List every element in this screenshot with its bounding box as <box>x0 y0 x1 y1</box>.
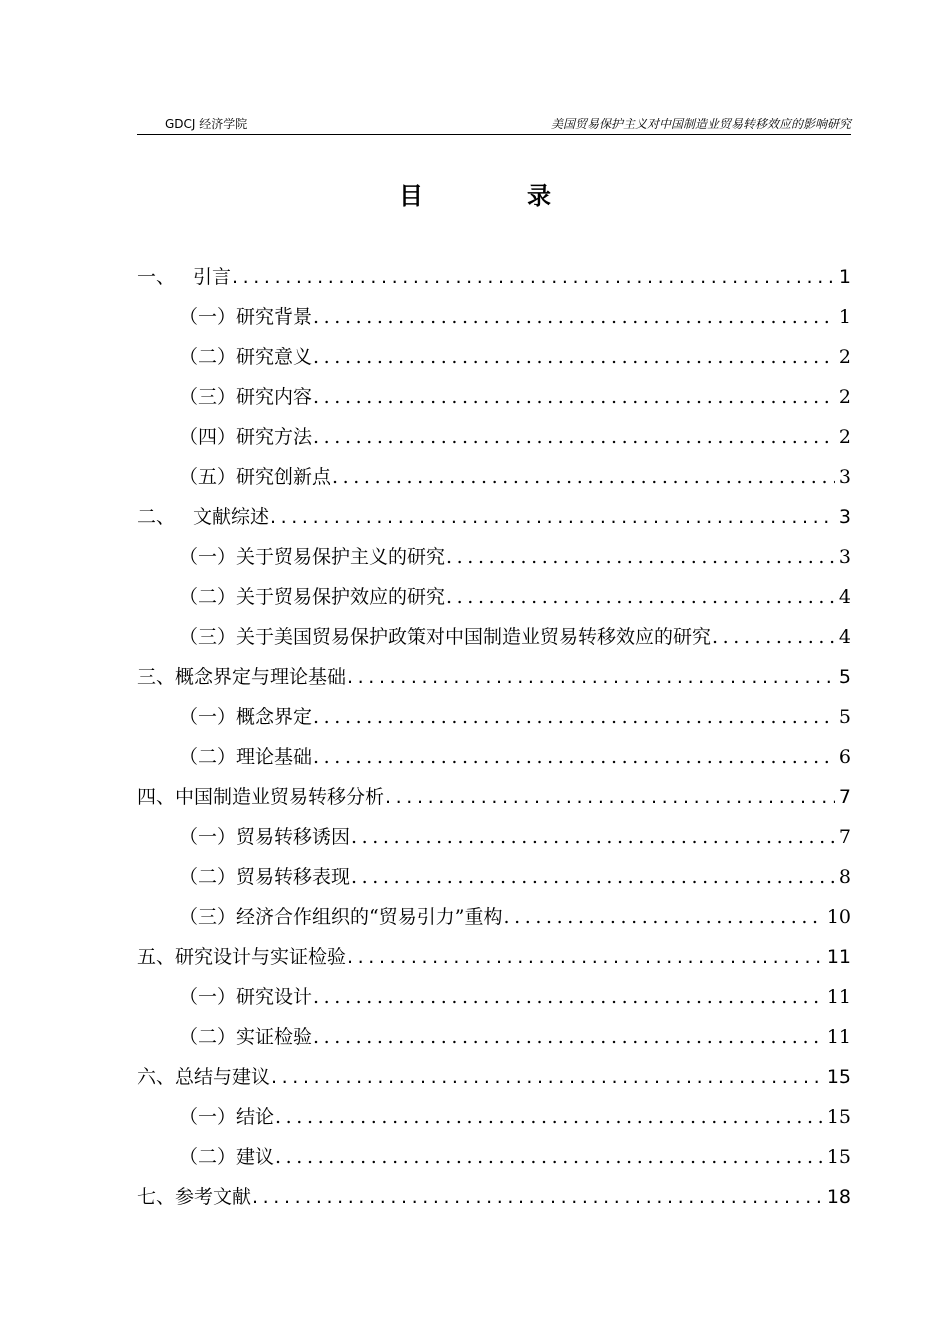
toc-heading-char-2: 录 <box>527 182 551 210</box>
toc-entry-page-number: 3 <box>838 466 851 488</box>
toc-dot-leader <box>271 1057 823 1097</box>
toc-entry-page-number: 11 <box>826 986 851 1008</box>
toc-dot-leader <box>351 857 835 897</box>
toc-chapter-entry[interactable] <box>137 657 851 697</box>
toc-dot-leader <box>385 777 835 817</box>
toc-section-entry[interactable] <box>137 857 851 897</box>
toc-chapter-entry[interactable] <box>137 257 851 297</box>
toc-entry-page-number: 7 <box>838 786 851 808</box>
toc-entry-label: 经济合作组织的“贸易引力”重构 <box>236 906 503 928</box>
toc-dot-leader <box>313 377 835 417</box>
toc-entry-number: 七、 <box>137 1186 176 1208</box>
toc-chapter-entry[interactable] <box>137 497 851 537</box>
toc-heading <box>0 180 950 212</box>
toc-dot-leader <box>503 897 822 937</box>
toc-dot-leader <box>347 937 823 977</box>
toc-entry-number: （二） <box>179 1146 237 1168</box>
toc-entry-page-number: 2 <box>838 386 851 408</box>
toc-dot-leader <box>446 577 835 617</box>
toc-section-entry[interactable] <box>137 377 851 417</box>
toc-entry-page-number: 3 <box>838 546 851 568</box>
toc-entry-number: （二） <box>179 746 237 768</box>
toc-entry-number: （三） <box>179 906 237 928</box>
toc-entry-label: 参考文献 <box>175 1186 252 1208</box>
toc-entry-number: （三） <box>179 626 237 648</box>
toc-section-entry[interactable] <box>137 577 851 617</box>
toc-dot-leader <box>313 1017 823 1057</box>
toc-entry-label: 关于贸易保护主义的研究 <box>236 546 446 568</box>
toc-entry-page-number: 2 <box>838 346 851 368</box>
toc-entry-label: 文献综述 <box>193 506 270 528</box>
toc-entry-page-number: 3 <box>838 506 851 528</box>
toc-dot-leader <box>270 497 835 537</box>
toc-entry-number: （二） <box>179 866 237 888</box>
toc-entry-label: 贸易转移表现 <box>236 866 351 888</box>
toc-entry-label: 理论基础 <box>236 746 313 768</box>
toc-entry-number: （二） <box>179 586 237 608</box>
toc-dot-leader <box>252 1177 823 1217</box>
toc-entry-page-number: 11 <box>826 1026 851 1048</box>
toc-section-entry[interactable] <box>137 417 851 457</box>
toc-section-entry[interactable] <box>137 297 851 337</box>
toc-section-entry[interactable] <box>137 1017 851 1057</box>
toc-entry-page-number: 15 <box>826 1066 851 1088</box>
toc-entry-number: 一、 <box>137 266 176 288</box>
toc-entry-number: 二、 <box>137 506 176 528</box>
toc-entry-label: 关于贸易保护效应的研究 <box>236 586 446 608</box>
toc-chapter-entry[interactable] <box>137 937 851 977</box>
toc-entry-number: （五） <box>179 466 237 488</box>
toc-section-entry[interactable] <box>137 737 851 777</box>
header-institution: GDCJ 经济学院 <box>165 117 248 131</box>
toc-entry-page-number: 11 <box>826 946 851 968</box>
toc-entry-label: 研究设计与实证检验 <box>175 946 347 968</box>
toc-entry-page-number: 6 <box>838 746 851 768</box>
toc-entry-number: （一） <box>179 306 237 328</box>
toc-entry-label: 研究方法 <box>236 426 313 448</box>
toc-entry-number: 五、 <box>137 946 176 968</box>
toc-dot-leader <box>313 697 835 737</box>
toc-entry-label: 总结与建议 <box>175 1066 271 1088</box>
toc-section-entry[interactable] <box>137 457 851 497</box>
page-header <box>137 116 851 135</box>
toc-entry-label: 研究创新点 <box>236 466 332 488</box>
toc-chapter-entry[interactable] <box>137 777 851 817</box>
toc-entry-page-number: 4 <box>838 586 851 608</box>
toc-section-entry[interactable] <box>137 1097 851 1137</box>
toc-entry-page-number: 15 <box>826 1146 851 1168</box>
toc-entry-number: 四、 <box>137 786 176 808</box>
toc-entry-page-number: 1 <box>838 266 851 288</box>
toc-entry-label: 概念界定 <box>236 706 313 728</box>
toc-entry-page-number: 10 <box>826 906 851 928</box>
toc-chapter-entry[interactable] <box>137 1177 851 1217</box>
toc-entry-page-number: 8 <box>838 866 851 888</box>
toc-entry-number: （二） <box>179 346 237 368</box>
toc-entry-label: 建议 <box>236 1146 275 1168</box>
toc-section-entry[interactable] <box>137 617 851 657</box>
toc-heading-char-1: 目 <box>399 182 423 210</box>
toc-entry-label: 贸易转移诱因 <box>236 826 351 848</box>
toc-entry-page-number: 15 <box>826 1106 851 1128</box>
toc-dot-leader <box>275 1097 823 1137</box>
toc-dot-leader <box>313 737 835 777</box>
toc-section-entry[interactable] <box>137 817 851 857</box>
toc-entry-label: 中国制造业贸易转移分析 <box>175 786 385 808</box>
toc-chapter-entry[interactable] <box>137 1057 851 1097</box>
toc-section-entry[interactable] <box>137 977 851 1017</box>
toc-dot-leader <box>275 1137 823 1177</box>
toc-dot-leader <box>313 417 835 457</box>
toc-entry-number: （一） <box>179 706 237 728</box>
toc-entry-number: （三） <box>179 386 237 408</box>
toc-dot-leader <box>351 817 835 857</box>
toc-entry-page-number: 2 <box>838 426 851 448</box>
toc-entry-page-number: 1 <box>838 306 851 328</box>
toc-dot-leader <box>313 297 835 337</box>
toc-section-entry[interactable] <box>137 337 851 377</box>
toc-dot-leader <box>313 977 823 1017</box>
toc-entry-label: 关于美国贸易保护政策对中国制造业贸易转移效应的研究 <box>236 626 712 648</box>
table-of-contents <box>137 257 851 1217</box>
toc-dot-leader <box>332 457 835 497</box>
toc-entry-number: （一） <box>179 1106 237 1128</box>
toc-dot-leader <box>712 617 835 657</box>
toc-section-entry[interactable] <box>137 1137 851 1177</box>
toc-entry-number: 三、 <box>137 666 176 688</box>
toc-entry-label: 研究设计 <box>236 986 313 1008</box>
toc-dot-leader <box>232 257 835 297</box>
toc-dot-leader <box>313 337 835 377</box>
toc-entry-number: （二） <box>179 1026 237 1048</box>
toc-entry-label: 研究意义 <box>236 346 313 368</box>
toc-entry-number: 六、 <box>137 1066 176 1088</box>
toc-section-entry[interactable] <box>137 537 851 577</box>
toc-entry-page-number: 7 <box>838 826 851 848</box>
toc-entry-number: （一） <box>179 826 237 848</box>
toc-entry-page-number: 4 <box>838 626 851 648</box>
toc-entry-page-number: 5 <box>838 706 851 728</box>
toc-entry-page-number: 18 <box>826 1186 851 1208</box>
toc-entry-label: 引言 <box>193 266 232 288</box>
toc-dot-leader <box>347 657 835 697</box>
toc-entry-label: 实证检验 <box>236 1026 313 1048</box>
toc-entry-number: （一） <box>179 546 237 568</box>
toc-dot-leader <box>446 537 835 577</box>
toc-entry-label: 研究背景 <box>236 306 313 328</box>
header-document-title: 美国贸易保护主义对中国制造业贸易转移效应的影响研究 <box>550 117 851 131</box>
toc-section-entry[interactable] <box>137 697 851 737</box>
toc-entry-label: 研究内容 <box>236 386 313 408</box>
toc-entry-number: （四） <box>179 426 237 448</box>
toc-section-entry[interactable] <box>137 897 851 937</box>
toc-entry-label: 概念界定与理论基础 <box>175 666 347 688</box>
toc-entry-page-number: 5 <box>838 666 851 688</box>
toc-entry-label: 结论 <box>236 1106 275 1128</box>
toc-entry-number: （一） <box>179 986 237 1008</box>
